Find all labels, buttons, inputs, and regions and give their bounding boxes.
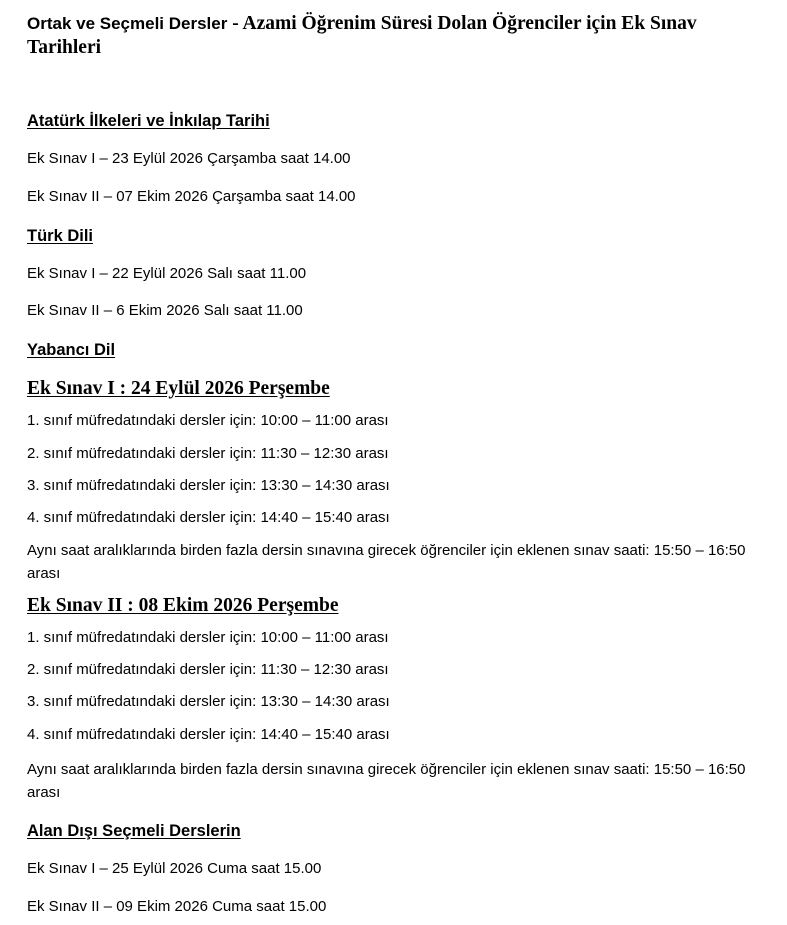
page-title-rest: - Azami Öğrenim Süresi Dolan Öğrenciler için Ek Sınav Tarihleri [27,13,697,58]
yabanci-dil-exam-2-row: 2. sınıf müfredatındaki dersler için: 11:30 – 12:30 arası [27,661,389,678]
ataturk-exam-2: Ek Sınav II – 07 Ekim 2026 Çarşamba saat 14.00 [27,188,356,205]
ataturk-exam-1: Ek Sınav I – 23 Eylül 2026 Çarşamba saat 14.00 [27,150,351,167]
section-heading-turk-dili: Türk Dili [27,227,94,245]
yabanci-dil-exam-2-row: 4. sınıf müfredatındaki dersler için: 14:40 – 15:40 arası [27,726,390,743]
section-heading-ataturk: Atatürk İlkeleri ve İnkılap Tarihi [27,112,270,130]
yabanci-dil-exam-1-heading: Ek Sınav I : 24 Eylül 2026 Perşembe [27,378,330,399]
yabanci-dil-exam-2-row: 1. sınıf müfredatındaki dersler için: 10:00 – 11:00 arası [27,629,389,646]
alan-disi-exam-1: Ek Sınav I – 25 Eylül 2026 Cuma saat 15.00 [27,860,322,877]
yabanci-dil-exam-2-heading: Ek Sınav II : 08 Ekim 2026 Perşembe [27,595,339,616]
yabanci-dil-exam-1-row: 4. sınıf müfredatındaki dersler için: 14:40 – 15:40 arası [27,509,390,526]
yabanci-dil-exam-1-row: 1. sınıf müfredatındaki dersler için: 10:00 – 11:00 arası [27,412,389,429]
page-title [27,12,767,60]
turk-dili-exam-2: Ek Sınav II – 6 Ekim 2026 Salı saat 11.00 [27,302,303,319]
yabanci-dil-exam-1-row: 2. sınıf müfredatındaki dersler için: 11:30 – 12:30 arası [27,445,389,462]
turk-dili-exam-1: Ek Sınav I – 22 Eylül 2026 Salı saat 11.00 [27,265,307,282]
section-heading-alan-disi: Alan Dışı Seçmeli Derslerin [27,822,241,840]
yabanci-dil-exam-1-row: 3. sınıf müfredatındaki dersler için: 13:30 – 14:30 arası [27,477,390,494]
page-title-prefix: Ortak ve Seçmeli Dersler [27,14,228,33]
yabanci-dil-exam-1-note: Aynı saat aralıklarında birden fazla dersin sınavına girecek öğrenciler için eklenen sınav saati: 15:50 – 16:50 arası [27,542,746,582]
yabanci-dil-exam-2-row: 3. sınıf müfredatındaki dersler için: 13:30 – 14:30 arası [27,693,390,710]
alan-disi-exam-2: Ek Sınav II – 09 Ekim 2026 Cuma saat 15.00 [27,898,327,915]
yabanci-dil-exam-2-note: Aynı saat aralıklarında birden fazla dersin sınavına girecek öğrenciler için eklenen sınav saati: 15:50 – 16:50 arası [27,761,746,801]
section-heading-yabanci-dil: Yabancı Dil [27,341,116,359]
